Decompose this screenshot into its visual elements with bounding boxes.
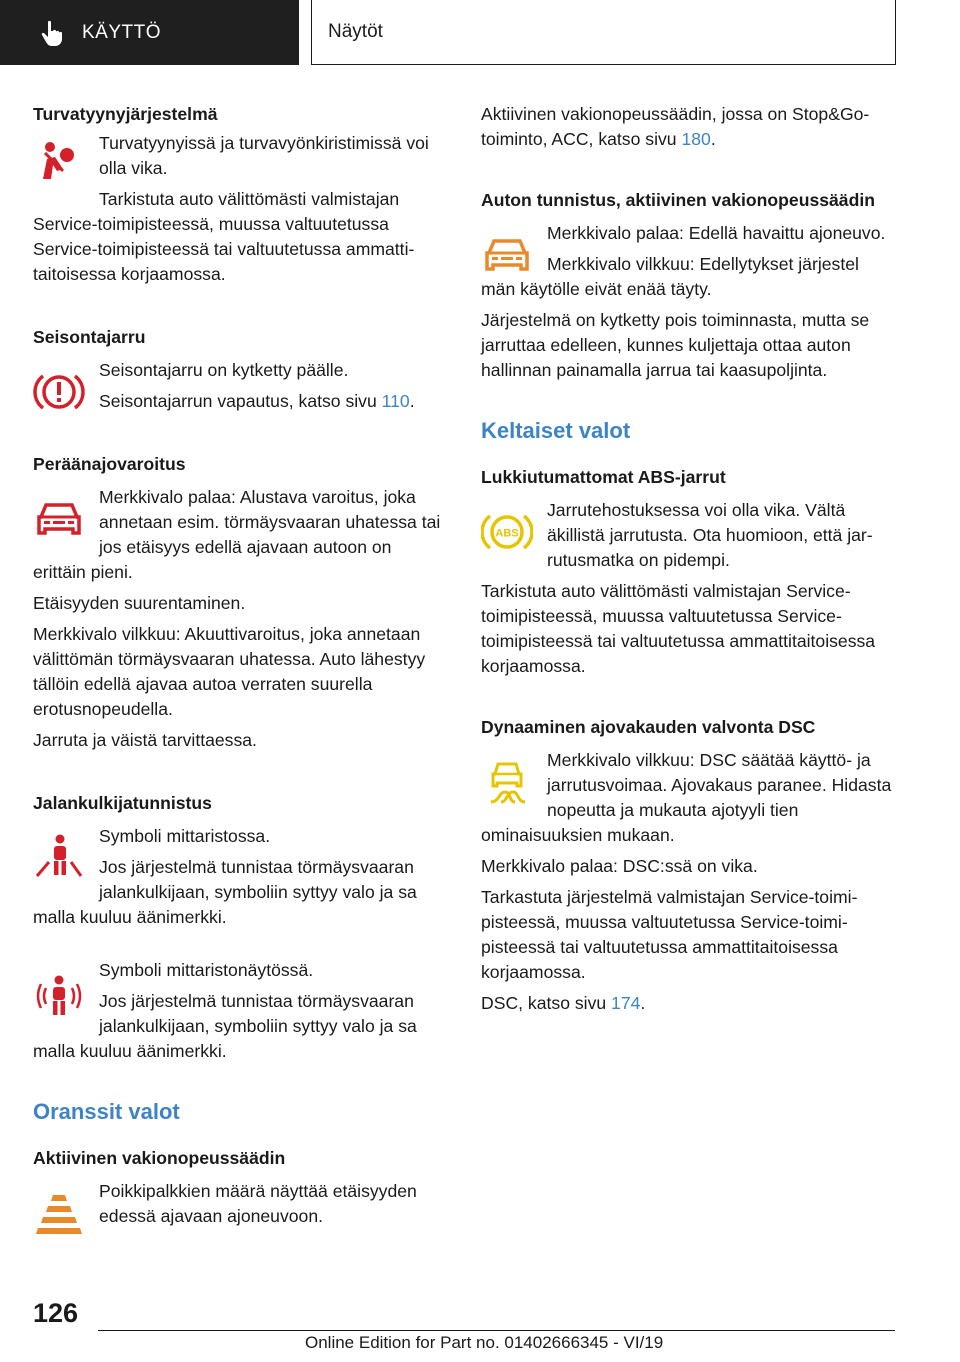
parking-brake-title: Seisontajarru bbox=[33, 327, 146, 347]
chapter-tab[interactable] bbox=[311, 0, 896, 65]
pedestrian-title: Jalankulkijatunnistus bbox=[33, 793, 212, 813]
airbag-warning-icon bbox=[33, 139, 85, 187]
pedestrian-b-text-1: Symboli mittaristonäytössä. bbox=[99, 960, 314, 980]
dsc-skid-icon bbox=[481, 758, 533, 806]
hand-pointer-icon bbox=[38, 18, 68, 48]
car-warning-red-icon bbox=[33, 495, 85, 543]
pedestrian-item-b bbox=[33, 958, 451, 1039]
right-column bbox=[481, 102, 897, 1016]
collision-warning-text-3: Merkkivalo vilkkuu: Akuuttivaroitus, joka annetaan välittömän törmäysvaaran uhatessa. Auto lähestyy tällöin edellä ajavaa autoa verraten suurella erotusnopeudella. bbox=[33, 624, 426, 719]
acc-title: Aktiivinen vakionopeussäädin bbox=[33, 1148, 286, 1168]
page-link-110[interactable]: 110 bbox=[381, 391, 410, 411]
collision-warning-item bbox=[33, 485, 451, 560]
dsc-text-4: DSC, katso sivu 174. bbox=[481, 993, 646, 1013]
collision-warning-text-2: Etäisyyden suurentaminen. bbox=[33, 593, 246, 613]
pedestrian-warning-icon bbox=[33, 832, 85, 880]
airbag-title: Turvatyynyjärjestelmä bbox=[33, 104, 218, 124]
edition-text: Online Edition for Part no. 01402666345 - VI/19 bbox=[305, 1333, 664, 1352]
dsc-text-3: Tarkastuta järjestelmä valmistajan Service-toimipisteessä, muussa valtuutetussa Service-toimipisteessä tai valtuutetussa ammattitaitoisessa korjaamossa. bbox=[481, 887, 858, 982]
pedestrian-a-text-1: Symboli mittaristossa. bbox=[99, 826, 271, 846]
distance-bars-icon bbox=[33, 1189, 85, 1237]
abs-text-2: Tarkistuta auto välittömästi valmistajan Service-toimipisteessä, muussa valtuutetussa Service-toimipisteessä tai valtuutetussa ammattitaitoisessa korjaamossa. bbox=[481, 581, 876, 676]
page-link-174[interactable]: 174 bbox=[611, 993, 641, 1013]
orange-lights-heading: Oranssit valot bbox=[33, 1099, 180, 1124]
footer-divider bbox=[98, 1330, 895, 1331]
collision-warning-text-1: Merkkivalo palaa: Alustava varoitus, joka annetaan esim. törmäysvaaran uhatessa tai jos etäisyys edellä ajavaan autoon on bbox=[99, 487, 441, 557]
collision-warning-title: Peräänajovaroitus bbox=[33, 454, 186, 474]
vehicle-detect-text-3: Järjestelmä on kytketty pois toiminnasta, mutta se jarruttaa edelleen, kunnes kuljettaja ottaa auton hallinnan painamalla jarrua tai kaasupoljinta. bbox=[481, 310, 870, 380]
page-number: 126 bbox=[33, 1298, 79, 1328]
collision-warning-text-4: Jarruta ja väistä tarvittaessa. bbox=[33, 730, 257, 750]
dsc-item bbox=[481, 748, 897, 823]
pedestrian-item-a bbox=[33, 824, 451, 905]
parking-brake-item bbox=[33, 358, 451, 414]
vehicle-detect-text-2: Merkkivalo vilkkuu: Edellytykset järjestel bbox=[547, 254, 859, 274]
parking-brake-icon bbox=[33, 368, 85, 416]
dsc-title: Dynaaminen ajovakauden valvonta DSC bbox=[481, 717, 816, 737]
parking-brake-text-2: Seisontajarrun vapautus, katso sivu 110. bbox=[99, 391, 415, 411]
vehicle-detect-text-2b: män käytölle eivät enää täyty. bbox=[481, 279, 712, 299]
section-tab-label: KÄYTTÖ bbox=[82, 21, 162, 43]
acc-continued-text: Aktiivinen vakionopeussäädin, jossa on Stop&Go-toiminto, ACC, katso sivu 180. bbox=[481, 104, 870, 149]
pedestrian-a-text-2: Jos järjestelmä tunnistaa törmäysvaaran jalankulkijaan, symboliin syttyy valo ja sa bbox=[99, 857, 417, 902]
vehicle-detect-item bbox=[481, 221, 897, 277]
airbag-text-2a: Tarkistuta auto välittömästi valmistajan bbox=[99, 189, 400, 209]
pedestrian-a-text-2b: malla kuuluu äänimerkki. bbox=[33, 907, 227, 927]
car-detect-orange-icon bbox=[481, 231, 533, 279]
chapter-tab-label: Näytöt bbox=[328, 21, 383, 42]
parking-brake-text-1: Seisontajarru on kytketty päälle. bbox=[99, 360, 349, 380]
pedestrian-sound-icon bbox=[33, 972, 85, 1020]
abs-warning-icon bbox=[481, 508, 533, 556]
airbag-text-2b: Service-toimipisteessä, muussa valtuutetussa Service-toimipisteessä tai valtuutetussa ammattitaitoisessa korjaamossa. bbox=[33, 214, 415, 284]
page-link-180[interactable]: 180 bbox=[681, 129, 711, 149]
acc-item bbox=[33, 1179, 451, 1229]
abs-text-1: Jarrutehostuksessa voi olla vika. Vältä äkillistä jarrutusta. Ota huomioon, että jarrutusmatka on pidempi. bbox=[547, 500, 873, 570]
dsc-text-1b: ominaisuuksien mukaan. bbox=[481, 825, 675, 845]
collision-warning-text-1b: erittäin pieni. bbox=[33, 562, 133, 582]
svg-text:ABS: ABS bbox=[495, 527, 519, 540]
vehicle-detect-title: Auton tunnistus, aktiivinen vakionopeussäädin bbox=[481, 190, 875, 210]
acc-text-1: Poikkipalkkien määrä näyttää etäisyyden edessä ajavaan ajoneuvoon. bbox=[99, 1181, 417, 1226]
pedestrian-b-text-2b: malla kuuluu äänimerkki. bbox=[33, 1041, 227, 1061]
abs-item bbox=[481, 498, 897, 573]
left-column bbox=[33, 102, 451, 1229]
section-tab[interactable] bbox=[0, 0, 299, 65]
dsc-text-2: Merkkivalo palaa: DSC:ssä on vika. bbox=[481, 856, 758, 876]
abs-title: Lukkiutumattomat ABS-jarrut bbox=[481, 467, 726, 487]
dsc-text-1: Merkkivalo vilkkuu: DSC säätää käyttö- ja jarrutusvoimaa. Ajovakaus paranee. Hidasta nopeutta ja mukauta ajotyyli tien bbox=[547, 750, 892, 820]
vehicle-detect-text-1: Merkkivalo palaa: Edellä havaittu ajoneuvo. bbox=[547, 223, 886, 243]
pedestrian-b-text-2: Jos järjestelmä tunnistaa törmäysvaaran jalankulkijaan, symboliin syttyy valo ja sa bbox=[99, 991, 417, 1036]
yellow-lights-heading: Keltaiset valot bbox=[481, 418, 631, 443]
airbag-text-1: Turvatyynyissä ja turvavyönkiristimissä voi olla vika. bbox=[99, 133, 429, 178]
airbag-item bbox=[33, 131, 451, 212]
